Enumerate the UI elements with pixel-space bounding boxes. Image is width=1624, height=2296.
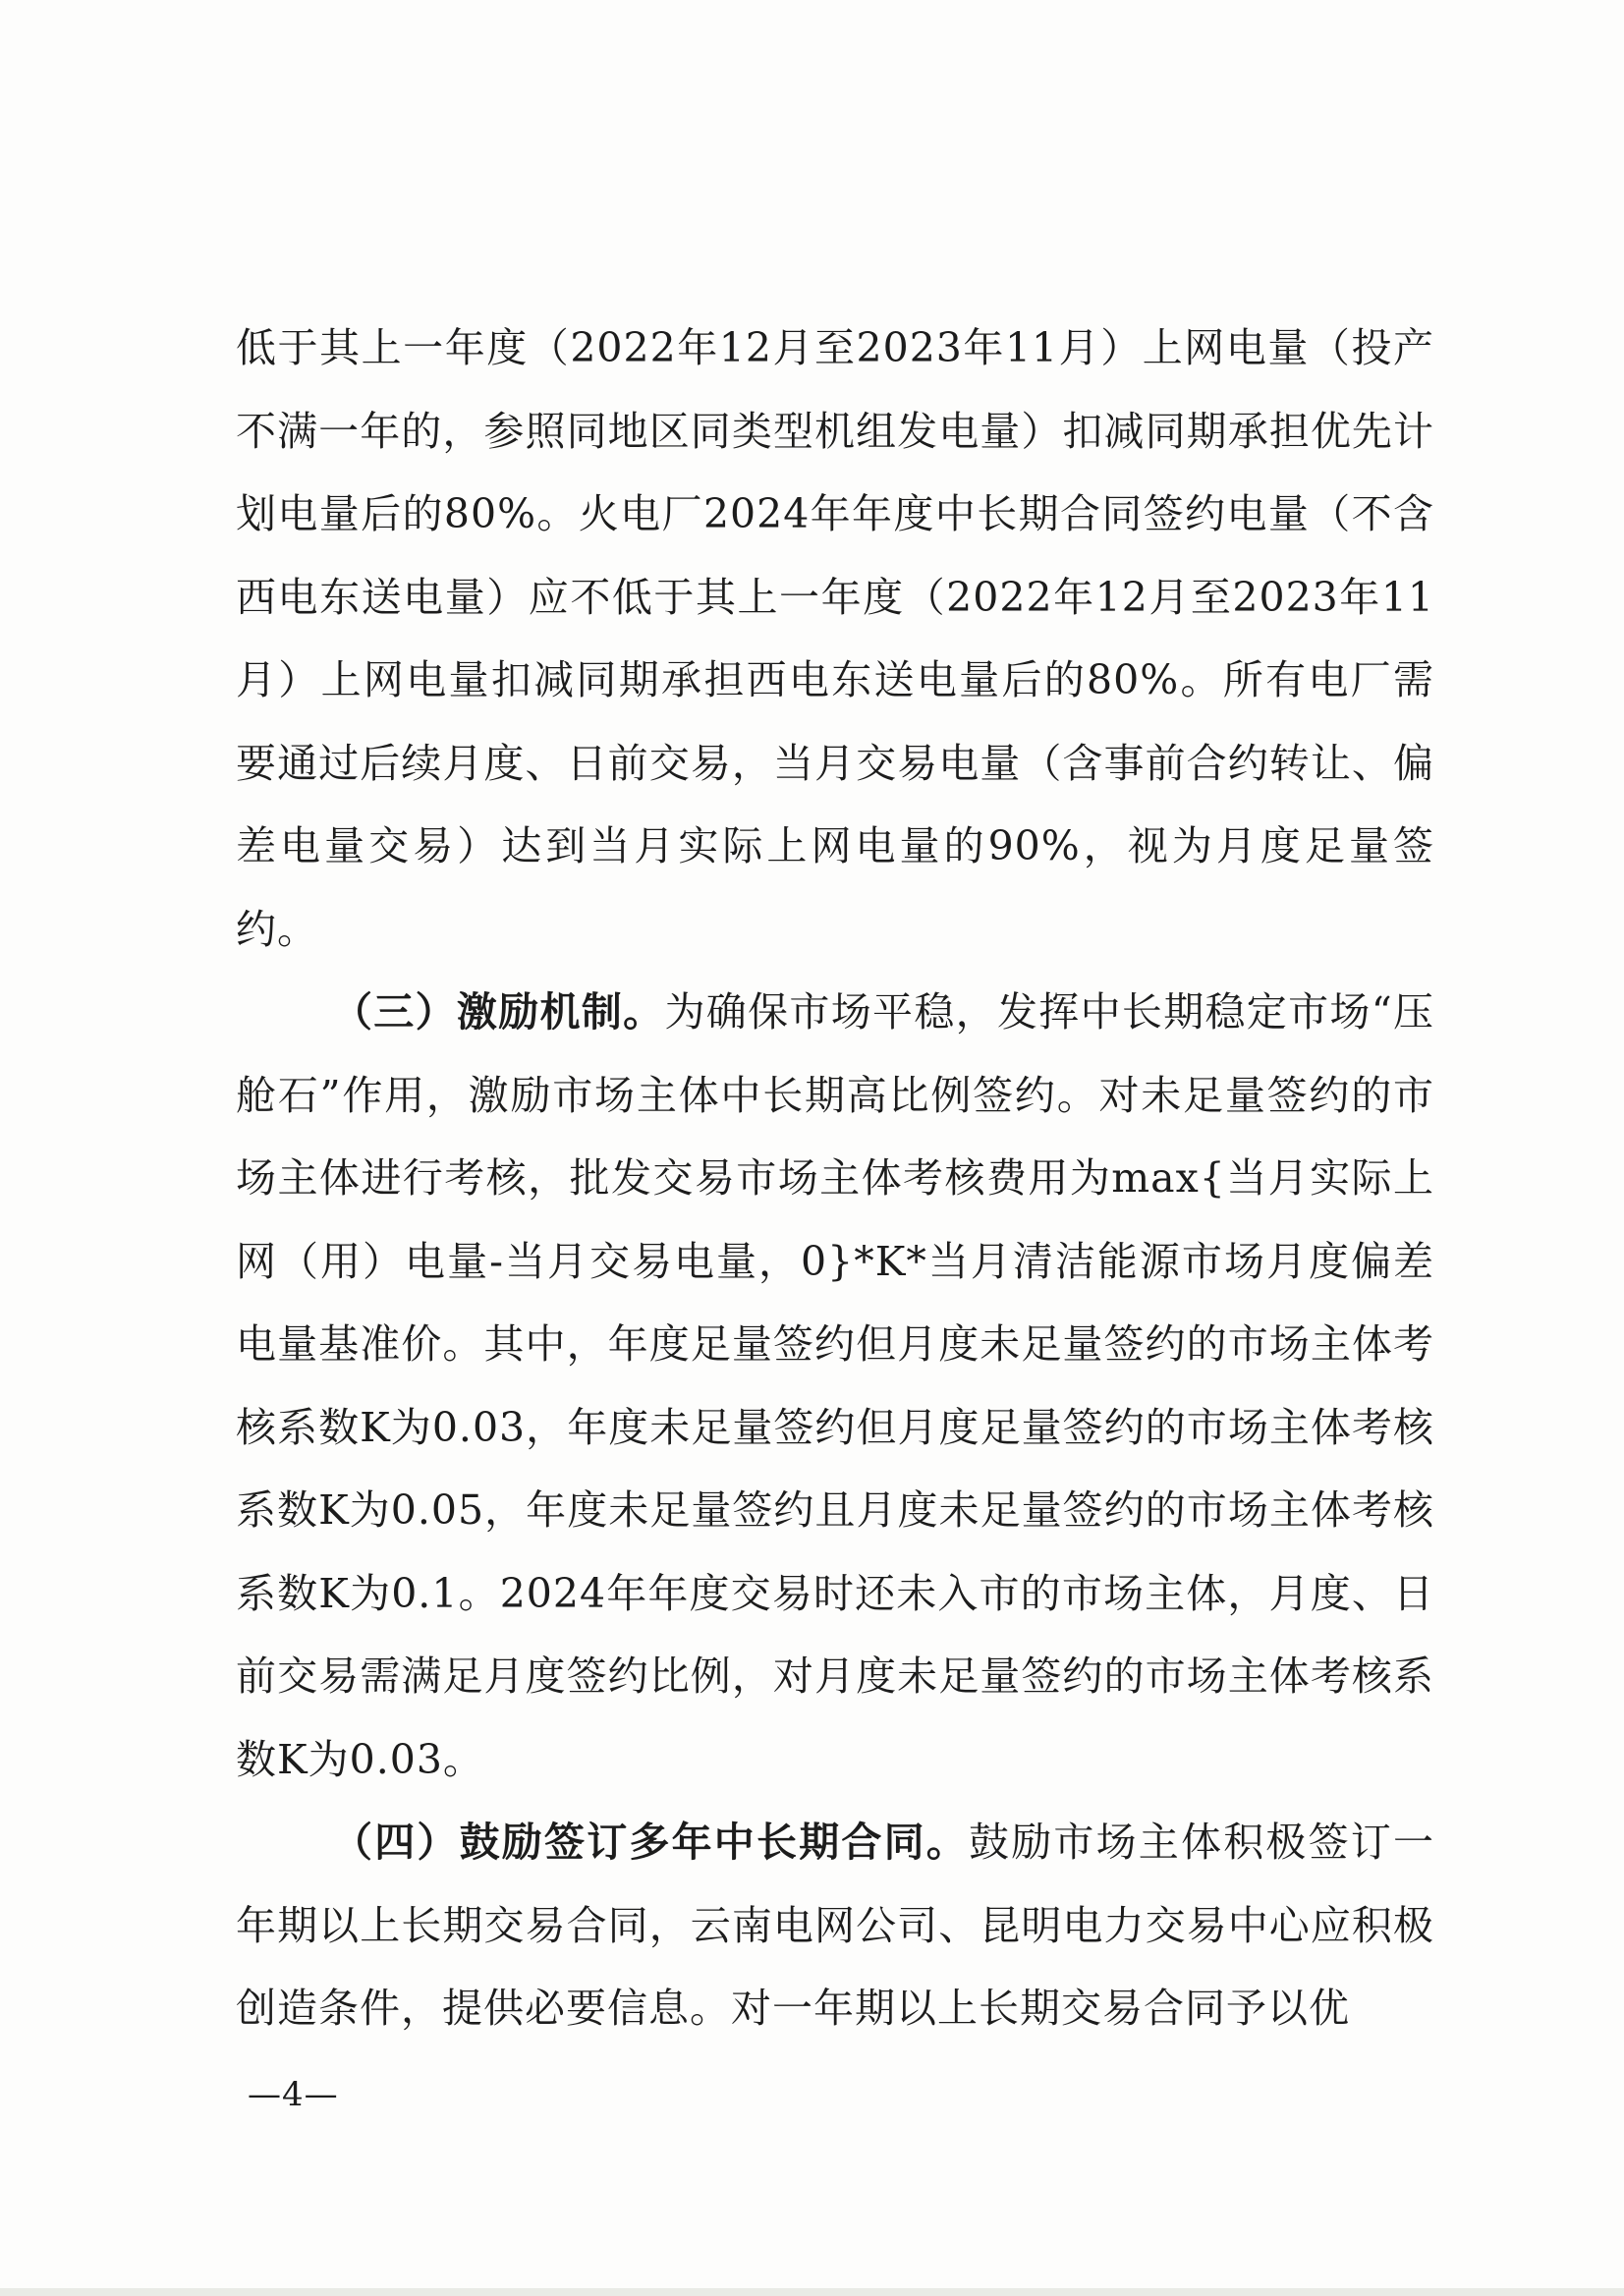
paragraph-text: 为确保市场平稳，发挥中长期稳定市场“压舱石”作用，激励市场主体中长期高比例签约。对未足量签约的市场主体进行考核，批发交易市场主体考核费用为max{当月实际上网（用）电量-当月交易电量，0}*K*当月清洁能源市场月度偏差电量基准价。其中，年度足量签约但月度未足量签约的市场主体考核系数K为0.03，年度未足量签约但月度足量签约的市场主体考核系数K为0.05，年度未足量签约且月度未足量签约的市场主体考核系数K为0.1。2024年年度交易时还未入市的市场主体，月度、日前交易需满足月度签约比例，对月度未足量签约的市场主体考核系数K为0.03。 xyxy=(236,988,1435,1783)
page-number: —4— xyxy=(248,2075,339,2114)
section-heading-4: （四）鼓励签订多年中长期合同。 xyxy=(332,1819,969,1866)
paragraph-continuation xyxy=(236,307,1434,971)
document-body xyxy=(236,307,1434,2050)
page-bottom-edge xyxy=(0,2288,1624,2296)
paragraph-multi-year-contracts xyxy=(236,1801,1434,2050)
paragraph-text: 鼓励市场主体积极签订一年期以上长期交易合同，云南电网公司、昆明电力交易中心应积极创造条件，提供必要信息。对一年期以上长期交易合同予以优 xyxy=(236,1819,1434,2032)
section-heading-3: （三）激励机制。 xyxy=(332,988,665,1036)
paragraph-incentive-mechanism xyxy=(236,971,1434,1801)
paragraph-text: 低于其上一年度（2022年12月至2023年11月）上网电量（投产不满一年的，参照同地区同类型机组发电量）扣减同期承担优先计划电量后的80%。火电厂2024年年度中长期合同签约电量（不含西电东送电量）应不低于其上一年度（2022年12月至2023年11月）上网电量扣减同期承担西电东送电量后的80%。所有电厂需要通过后续月度、日前交易，当月交易电量（含事前合约转让、偏差电量交易）达到当月实际上网电量的90%，视为月度足量签约。 xyxy=(236,324,1434,953)
